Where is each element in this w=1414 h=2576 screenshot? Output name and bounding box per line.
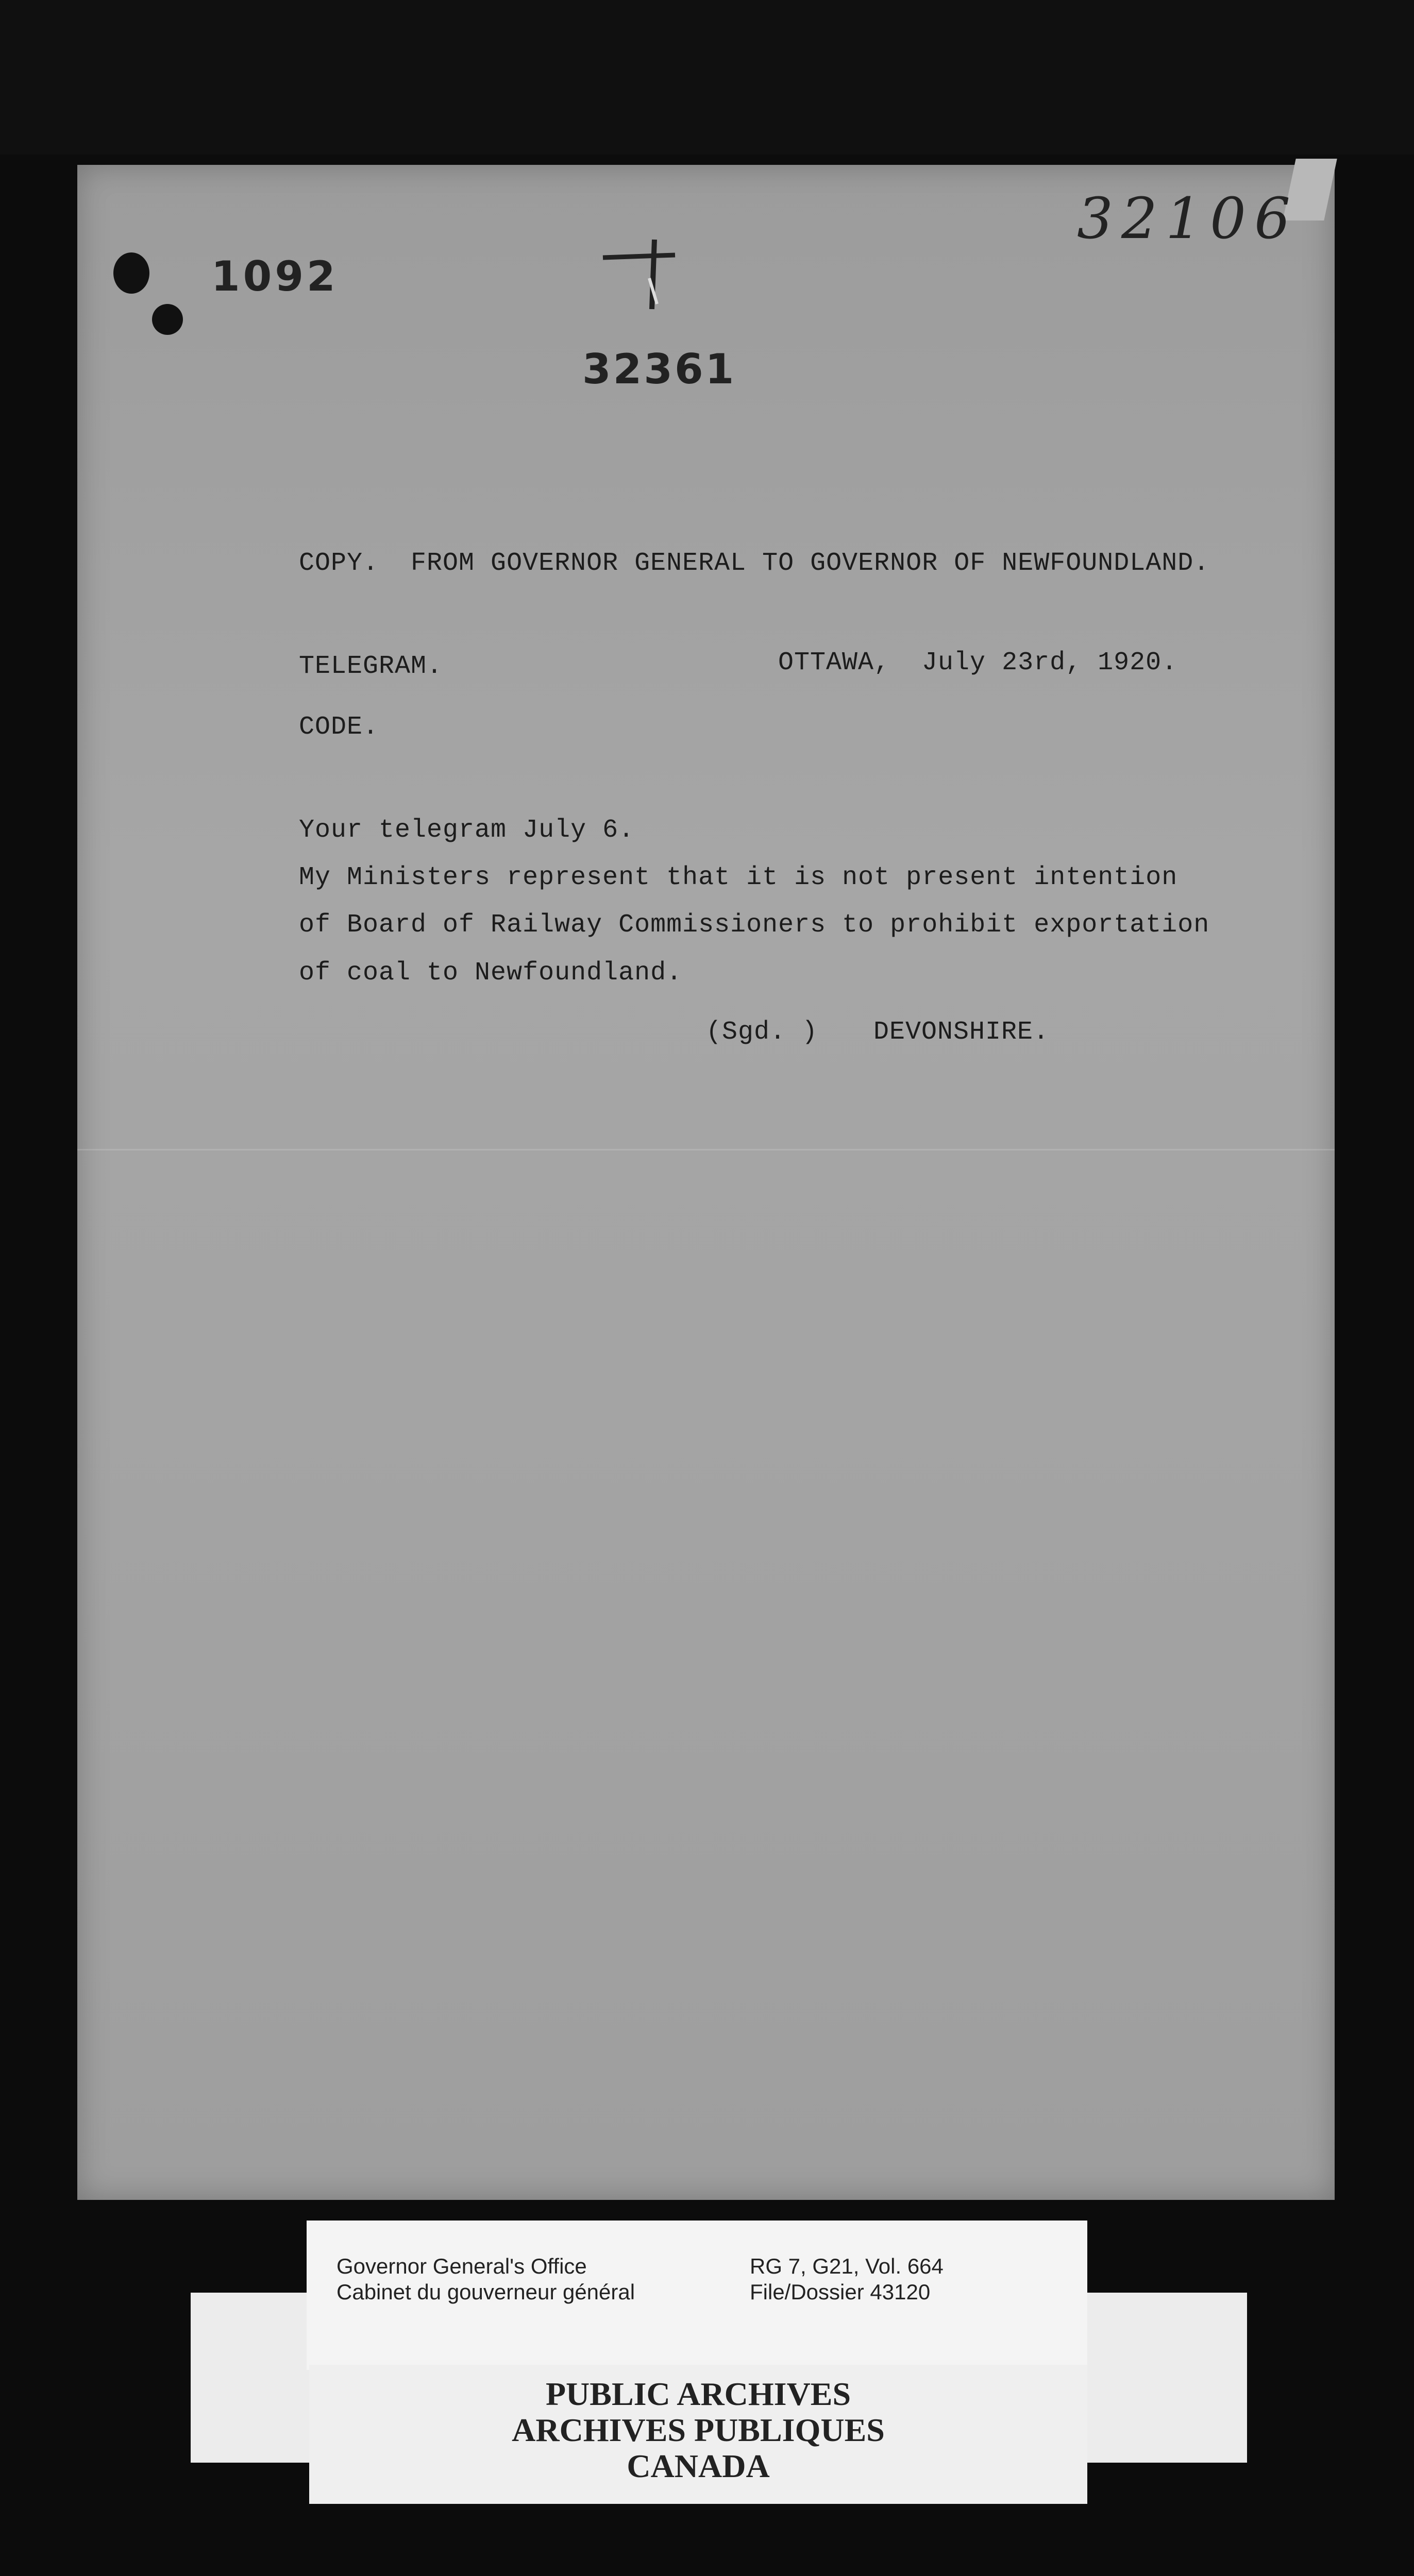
archive-stamp [309,2365,1087,2504]
scan-border [0,0,1414,155]
stamp-number: 32361 [582,345,736,393]
punch-hole [113,252,149,294]
header-line: COPY. FROM GOVERNOR GENERAL TO GOVERNOR OF NEWFOUNDLAND. [299,549,1210,578]
signature-name: DEVONSHIRE. [873,1018,1050,1047]
archive-stamp-line3: CANADA [627,2448,770,2484]
corner-number: 32106 [1077,185,1299,251]
telegram-label: TELEGRAM. [299,652,443,681]
archive-reference: RG 7, G21, Vol. 664 [750,2254,944,2278]
file-number: 1092 [211,252,339,300]
office-en: Governor General's Office [336,2254,587,2278]
body-line: My Ministers represent that it is not present intention [299,863,1178,892]
body-line: of coal to Newfoundland. [299,958,683,988]
punch-hole [152,304,183,335]
archive-stamp-line1: PUBLIC ARCHIVES [545,2376,851,2412]
body-line: of Board of Railway Commissioners to prohibit exportation [299,910,1210,940]
telegram-paper [77,165,1335,2200]
signature-sgd: (Sgd. ) [706,1018,818,1047]
fold-line [77,1149,1335,1150]
archive-stamp-line2: ARCHIVES PUBLIQUES [512,2412,885,2448]
pencil-mark [598,232,685,314]
code-label: CODE. [299,713,379,742]
body-line: Your telegram July 6. [299,816,635,845]
archive-reference-label [307,2221,1087,2370]
office-fr: Cabinet du gouverneur général [336,2280,635,2304]
archive-file: File/Dossier 43120 [750,2280,931,2304]
place-date: OTTAWA, July 23rd, 1920. [778,648,1178,677]
